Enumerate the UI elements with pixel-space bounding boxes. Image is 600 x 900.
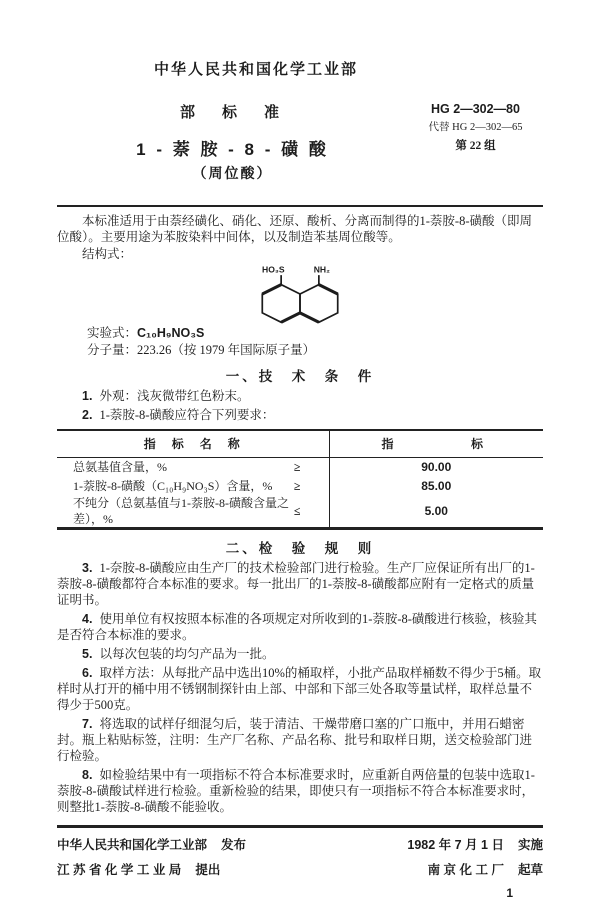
table-row: [57, 495, 543, 529]
clause-number: 2.: [82, 408, 93, 422]
group-number: 第 22 组: [455, 140, 496, 152]
structure-label: 结构式：: [82, 247, 133, 261]
document-body: [57, 213, 543, 815]
implementation-date: 1982 年 7 月 1 日: [407, 837, 504, 852]
implementation-role: 实施: [517, 837, 543, 852]
clause-1: [57, 388, 543, 404]
table-row: [57, 476, 543, 495]
sulfo-group-label: HO₃S: [262, 264, 285, 275]
amino-group-label: NH₂: [313, 264, 330, 275]
molecular-weight-line: [87, 342, 543, 358]
naphthalene-structure: [244, 264, 356, 324]
comparison-operator: ≤: [293, 504, 301, 518]
spec-value: 90.00: [421, 459, 452, 474]
footer-rule: [57, 825, 543, 828]
org-name: 中华人民共和国化学工业部: [154, 61, 359, 78]
clause-2: [57, 407, 543, 423]
col2-header: [329, 430, 543, 457]
spec-name: 总氨基值含量，%: [73, 459, 167, 474]
clause-text: 如检验结果中有一项指标不符合本标准要求时，应重新自两倍量的包装中选取1-萘胺-8-磺酸试样进行检验。重新检验的结果，即使只有一项指标不符合本标准要求时，则整批1-萘胺-8-磺酸不能验收。: [57, 768, 535, 814]
header-rule: [57, 205, 543, 207]
clause-4: [57, 611, 543, 643]
drafter-name: 南 京 化 工 厂: [427, 862, 504, 877]
document-subtitle: （周位酸）: [192, 165, 273, 181]
issuer-role: 发布: [221, 837, 247, 852]
structure-diagram: [57, 264, 543, 324]
molecular-weight-value: 223.26（按 1979 年国际原子量）: [137, 343, 316, 357]
clause-5: [57, 646, 543, 662]
clause-number: 4.: [82, 612, 93, 626]
scope-paragraph: 本标准适用于由萘经磺化、硝化、还原、酸析、分离而制得的1-萘胺-8-磺酸（即周位酸）。主要用途为苯胺染料中间体，以及制造苯基周位酸等。: [57, 214, 532, 244]
table-header-row: [57, 430, 543, 457]
clause-number: 7.: [82, 717, 93, 731]
spec-table: [57, 429, 543, 530]
standard-type-label: 部 标 准: [179, 104, 285, 121]
standard-code: HG 2—302—80: [431, 102, 520, 116]
replaced-standard-code: 代替 HG 2—302—65: [428, 122, 523, 133]
document-title: 1 - 萘 胺 - 8 - 磺 酸: [136, 140, 329, 159]
clause-text: 1-奈胺-8-磺酸应由生产厂的技术检验部门进行检验。生产厂应保证所有出厂的1-萘胺-8-磺酸都符合本标准的要求。每一批出厂的1-萘胺-8-磺酸都应附有一定格式的质量证明书。: [57, 561, 535, 607]
molecular-weight-label: 分子量：: [87, 343, 138, 357]
issuer-name: 中华人民共和国化学工业部: [57, 837, 208, 852]
clause-8: [57, 767, 543, 815]
comparison-operator: ≥: [293, 459, 301, 474]
clause-text: 以每次包装的均匀产品为一批。: [99, 647, 275, 661]
clause-number: 3.: [82, 561, 93, 575]
clause-text: 使用单位有权按照本标准的各项规定对所收到的1-萘胺-8-磺酸进行核验，核验其是否符合本标准的要求。: [57, 612, 537, 642]
clause-3: [57, 560, 543, 608]
page-number: 1: [506, 885, 513, 900]
col2-header-right: 标: [470, 436, 485, 451]
proposer-name: 江 苏 省 化 学 工 业 局: [57, 862, 182, 877]
footer-row-1: [57, 835, 543, 853]
clause-text: 外观：浅灰微带红色粉末。: [99, 389, 250, 403]
document-header: [57, 101, 543, 183]
clause-number: 8.: [82, 768, 93, 782]
spec-value: 5.00: [424, 504, 448, 518]
spec-value: 85.00: [421, 478, 452, 493]
col1-header: 指 标 名 称: [57, 430, 329, 457]
clause-text: 将选取的试样仔细混匀后，装于清洁、干燥带磨口塞的广口瓶中，并用石蜡密封。瓶上粘贴标签，注明：生产厂名称、产品名称、批号和取样日期，送交检验部门进行检验。: [57, 717, 533, 763]
section-2-heading: 二、检 验 规 则: [225, 541, 375, 556]
drafter-role: 起草: [517, 862, 543, 877]
empirical-formula-label: 实验式：: [87, 326, 138, 340]
standard-code-block: [408, 101, 543, 183]
title-block: [57, 101, 408, 183]
empirical-formula-value: C₁₀H₉NO₃S: [137, 326, 205, 340]
section-1-heading: 一、技 术 条 件: [225, 369, 375, 384]
clause-number: 5.: [82, 647, 93, 661]
footer-row-2: [57, 860, 543, 878]
clause-6: [57, 665, 543, 713]
clause-7: [57, 716, 543, 764]
clause-text: 取样方法：从每批产品中选出10%的桶取样，小批产品取样桶数不得少于5桶。取样时从打开的桶中用不锈钢制探针由上部、中部和下部三处各取等量试样，取样总量不得少于500克。: [57, 666, 542, 712]
clause-number: 6.: [82, 666, 93, 680]
clause-text: 1-萘胺-8-磺酸应符合下列要求：: [99, 408, 275, 422]
table-row: [57, 457, 543, 476]
naphthalene-rings: [262, 275, 337, 322]
comparison-operator: ≥: [293, 478, 301, 493]
spec-name: 1-萘胺-8-磺酸（C₁₀H₉NO₃S）含量，%: [73, 478, 273, 493]
clause-number: 1.: [82, 389, 93, 403]
proposer-role: 提出: [195, 862, 221, 877]
empirical-formula-line: [87, 325, 543, 341]
col2-header-left: 指: [381, 436, 396, 451]
spec-name: 不纯分（总氨基值与1-萘胺-8-磺酸含量之差），%: [73, 496, 289, 526]
